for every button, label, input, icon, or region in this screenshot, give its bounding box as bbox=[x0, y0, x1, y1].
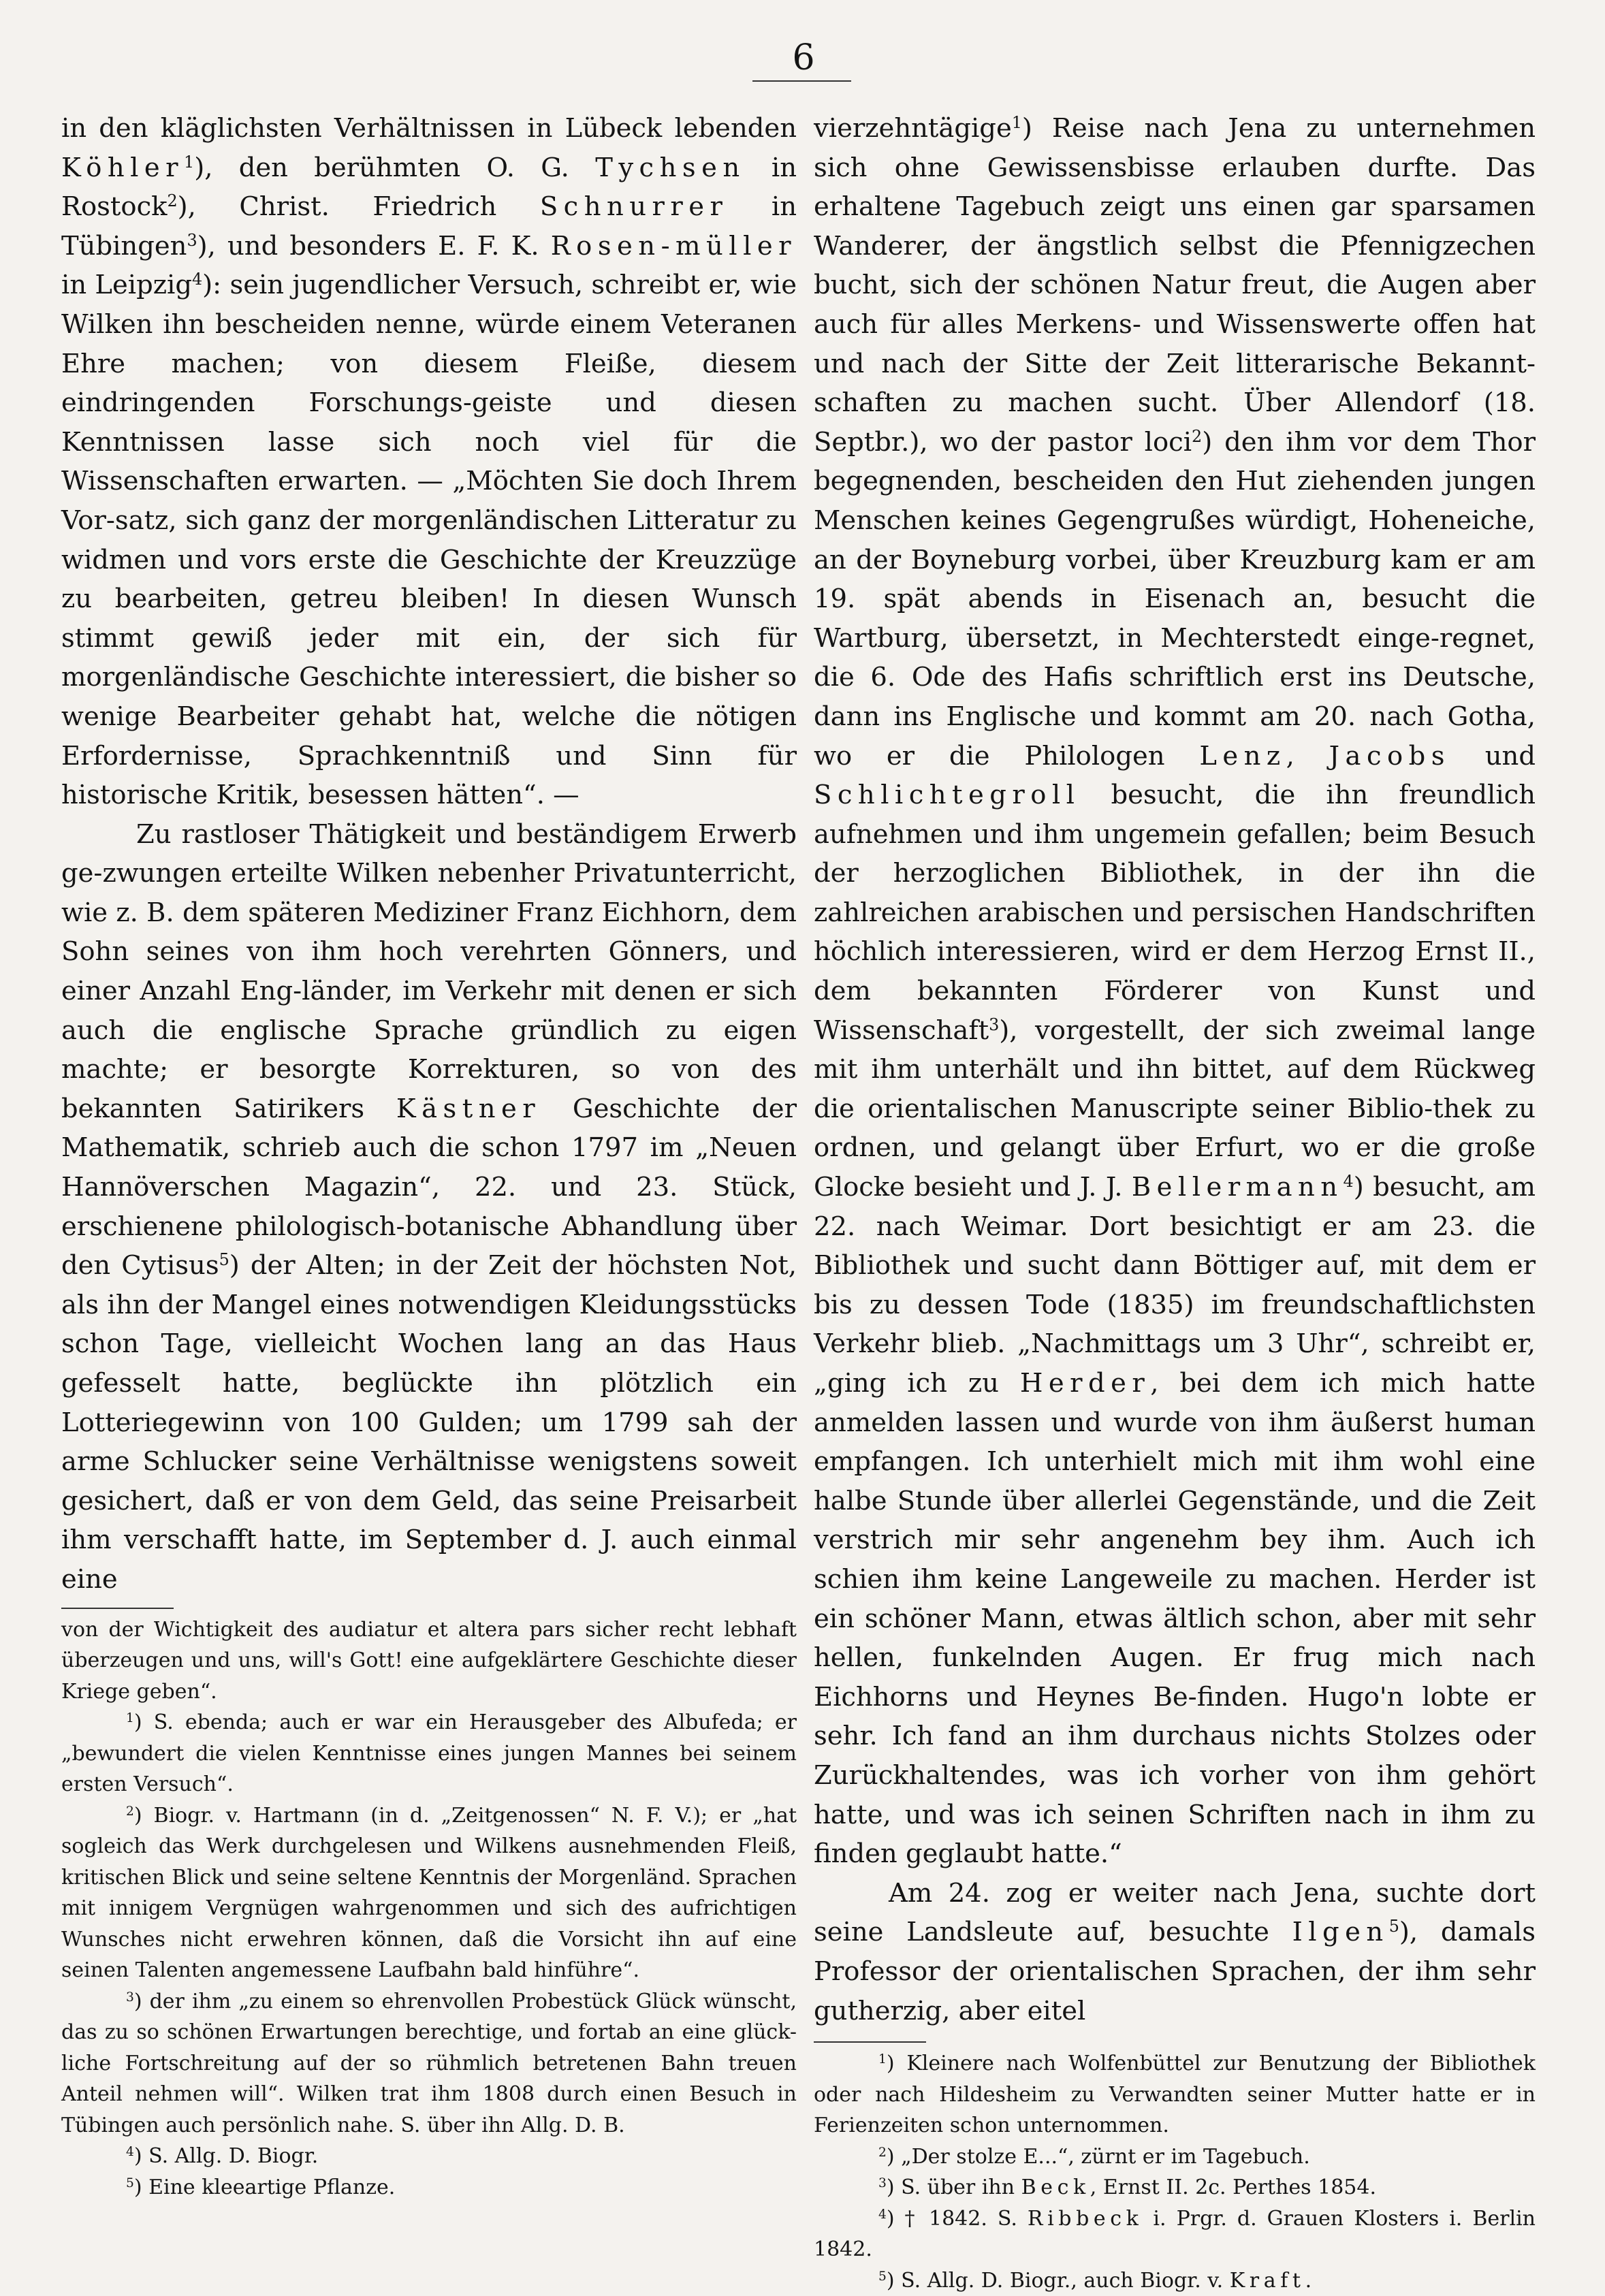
footnote-marker: 3 bbox=[989, 1015, 1000, 1034]
text-run: in den kläglichsten Verhältnissen in Lübeck lebenden bbox=[61, 113, 797, 144]
footnote bbox=[814, 2141, 1536, 2173]
text-run: in Leipzig bbox=[61, 270, 192, 301]
footnote-marker: 5 bbox=[878, 2269, 887, 2284]
text-run: Zu rastloser Thätigkeit und beständigem Erwerb ge-zwungen erteilte Wilken nebenher Privatunterricht, wie z. B. dem späteren Mediziner Franz Eichhorn, dem Sohn seines von ihm hoch verehrten Gönners, und einer Anzahl Eng-länder, im Verkehr mit denen er sich auch die englische Sprache gründlich zu eigen machte; er besorgte Korrekturen, so von des bekannten Satirikers bbox=[61, 818, 797, 1124]
text-run: ) S. über ihn bbox=[886, 2175, 1021, 2200]
text-run: ) Reise nach Jena zu unternehmen sich ohne Gewissensbisse erlauben durfte. Das erhaltene Tagebuch zeigt uns einen gar sparsamen Wanderer, der ängstlich selbst die Pfennigzechen bucht, sich der schönen Natur freut, die Augen aber auch für alles Merkens- und Wissenswerte offen hat und nach der Sitte der Zeit litterarische Bekannt-schaften zu machen sucht. Über Allendorf (18. Septbr.), wo der pastor loci bbox=[814, 113, 1536, 458]
footnote bbox=[814, 2172, 1536, 2203]
text-run: i. Prgr. d. Grauen Klosters i. Berlin 1842. bbox=[814, 2206, 1536, 2262]
paragraph bbox=[814, 1874, 1536, 2030]
left-column bbox=[61, 109, 797, 2203]
text-run: ), und besonders E. F. K. bbox=[197, 230, 551, 261]
text-run: , Ernst II. 2c. Perthes 1854. bbox=[1090, 2175, 1376, 2200]
spaced-name: Bellermann bbox=[1131, 1172, 1344, 1203]
footnote bbox=[61, 1707, 797, 1800]
text-run: ) besucht, am 22. nach Weimar. Dort besichtigt er am 23. die Bibliothek und sucht dann Böttiger auf, mit dem er bis zu dessen Tode (1835) im freundschaftlichsten Verkehr blieb. „Nachmittags um 3 Uhr“, schreibt er, „ging ich zu bbox=[814, 1172, 1536, 1399]
text-run: . bbox=[1305, 2268, 1312, 2293]
spaced-name: Herder bbox=[1019, 1368, 1151, 1399]
footnote-marker: 2 bbox=[878, 2145, 887, 2160]
footnote-marker: 5 bbox=[219, 1250, 229, 1270]
footnote bbox=[61, 2172, 797, 2203]
text-run: ) „Der stolze E...“, zürnt er im Tagebuch. bbox=[886, 2144, 1310, 2169]
text-run: vierzehntägige bbox=[814, 113, 1012, 144]
text-run: ): sein jugendlicher Versuch, schreibt er, wie Wilken ihn bescheiden nenne, würde einem Veteranen Ehre machen; von diesem Fleiße, diesem eindringenden Forschungs-geiste und diesen Kenntnissen lasse sich noch viel für die Wissenschaften erwarten. — „Möchten Sie doch Ihrem Vor-satz, sich ganz der morgenländischen Litteratur zu widmen und vors erste die Geschichte der Kreuzzüge zu bearbeiten, getreu bleiben! In diesen Wunsch stimmt gewiß jeder mit ein, der sich für morgenländische Geschichte interessiert, die bisher so wenige Bearbeiter gehabt hat, welche die nötigen Erfordernisse, Sprachkenntniß und Sinn für historische Kritik, besessen hätten“. — bbox=[61, 270, 797, 811]
text-run: , bbox=[1286, 740, 1329, 771]
paragraph bbox=[61, 815, 797, 1599]
text-run: Am 24. zog er weiter nach Jena, suchte dort seine Landsleute auf, besuchte bbox=[814, 1877, 1536, 1948]
text-run: ), vorgestellt, der sich zweimal lange mit ihm unterhält und ihn bittet, auf dem Rückweg die orientalischen Manuscripte seiner Biblio-thek zu ordnen, und gelangt über Erfurt, wo er die große Glocke besieht und J. J. bbox=[814, 1015, 1536, 1203]
page-number: 6 bbox=[792, 37, 815, 78]
spaced-name: Lenz bbox=[1199, 740, 1286, 771]
right-column bbox=[814, 109, 1536, 2296]
spaced-name: Kästner bbox=[396, 1093, 541, 1124]
text-run: ) den ihm vor dem Thor begegnenden, bescheiden den Hut ziehenden jungen Menschen keines Gegengrußes würdigt, Hoheneiche, an der Boyneburg vorbei, über Kreuzburg kam er am 19. spät abends in Eisenach an, besucht die Wartburg, übersetzt, in Mechterstedt einge-regnet, die 6. Ode des Hafis schriftlich erst ins Deutsche, dann ins Englische und kommt am 20. nach Gotha, wo er die Philologen bbox=[814, 426, 1536, 771]
right-main-text bbox=[814, 109, 1536, 2030]
text-run: in Tübingen bbox=[61, 191, 797, 261]
footnote bbox=[61, 1800, 797, 1986]
left-footnotes bbox=[61, 1614, 797, 2203]
spaced-name: Beck bbox=[1021, 2175, 1090, 2200]
spaced-name: Kraft bbox=[1229, 2268, 1305, 2293]
text-run: ) Kleinere nach Wolfenbüttel zur Benutzung der Bibliothek oder nach Hildesheim zu Verwandten seiner Mutter hatte er in Ferienzeiten schon unternommen. bbox=[814, 2052, 1536, 2138]
spaced-name: Ilgen bbox=[1292, 1917, 1389, 1948]
text-run: ) der Alten; in der Zeit der höchsten Not, als ihn der Mangel eines notwendigen Kleidungsstücks schon Tage, vielleicht Wochen lang an das Haus gefesselt hatte, beglückte ihn plötzlich ein Lotteriegewinn von 100 Gulden; um 1799 sah der arme Schlucker seine Verhältnisse wenigstens soweit gesichert, daß er von dem Geld, das seine Preisarbeit ihm verschafft hatte, im September d. J. auch einmal eine bbox=[61, 1250, 797, 1595]
footnote-marker: 1 bbox=[126, 1710, 134, 1725]
footnote bbox=[814, 2048, 1536, 2141]
spaced-name: Tychsen bbox=[595, 152, 746, 183]
right-footnotes bbox=[814, 2048, 1536, 2296]
text-run: , bei dem ich mich hatte anmelden lassen und wurde von ihm äußerst human empfangen. Ich unterhielt mich mit ihm wohl eine halbe Stunde über allerlei Gegenstände, und die Zeit verstrich mir sehr angenehm bey ihm. Auch ich schien ihm keine Langeweile zu machen. Herder ist ein schöner Mann, etwas ältlich schon, aber mit sehr hellen, funkelnden Augen. Er frug mich nach Eichhorns und Heynes Be-finden. Hugo'n lobte er sehr. Ich fand an ihm durchaus nichts Stolzes oder Zurückhaltendes, was ich vorher von ihm gehört hatte, und was ich seinen Schriften nach in ihm zu finden geglaubt hatte.“ bbox=[814, 1368, 1536, 1870]
text-run: ), Christ. Friedrich bbox=[177, 191, 540, 223]
left-footnote-rule bbox=[61, 1608, 174, 1609]
footnote-marker: 1 bbox=[878, 2052, 887, 2067]
text-run: in Rostock bbox=[61, 152, 797, 223]
footnote-marker: 4 bbox=[191, 270, 203, 289]
footnote-marker: 3 bbox=[126, 1990, 134, 2005]
text-run: ) S. Allg. D. Biogr. bbox=[133, 2144, 319, 2169]
footnote bbox=[61, 1986, 797, 2141]
text-run: von der Wichtigkeit des audiatur et altera pars sicher recht lebhaft überzeugen und uns, will's Gott! eine aufgeklärtere Geschichte dieser Kriege geben“. bbox=[61, 1617, 797, 1704]
footnote-marker: 3 bbox=[187, 230, 197, 250]
right-footnote-rule bbox=[814, 2041, 926, 2043]
spaced-name: Schlichtegroll bbox=[814, 780, 1081, 811]
spaced-name: Jacobs bbox=[1329, 740, 1450, 771]
spaced-name: Köhler bbox=[61, 152, 185, 183]
text-run: ) † 1842. S. bbox=[886, 2206, 1028, 2231]
text-run: ) Biogr. v. Hartmann (in d. „Zeitgenossen“ N. F. V.); er „hat sogleich das Werk durchgelesen und Wilkens ausnehmenden Fleiß, kritischen Blick und seine seltene Kenntnis der Morgenländ. Sprachen mit innigem Vergnügen wahrgenommen und sich des aufrichtigen Wunsches nicht erwehren können, daß die Vorsicht ihn auf eine seinen Talenten angemessene Laufbahn bald hinführe“. bbox=[61, 1803, 797, 1983]
footnote-marker: 4 bbox=[878, 2207, 887, 2222]
text-run: ), damals Professor der orientalischen Sprachen, der ihm sehr gutherzig, aber eitel bbox=[814, 1917, 1536, 2026]
text-run: und bbox=[1450, 740, 1536, 771]
paragraph bbox=[61, 109, 797, 815]
footnote-marker: 5 bbox=[1388, 1917, 1399, 1936]
spaced-name: Rosen-müller bbox=[550, 230, 797, 261]
footnote-marker: 1 bbox=[1011, 112, 1022, 132]
footnote-marker: 4 bbox=[1343, 1171, 1354, 1191]
text-run: Geschichte der Mathematik, schrieb auch die schon 1797 im „Neuen Hannöverschen Magazin“, 22. und 23. Stück, erschienene philologisch-botanische Abhandlung über den Cytisus bbox=[61, 1093, 797, 1281]
footnote bbox=[814, 2203, 1536, 2265]
footnote-marker: 1 bbox=[184, 152, 195, 172]
footnote-marker: 5 bbox=[126, 2175, 134, 2190]
footnote bbox=[61, 2141, 797, 2172]
text-run: besucht, die ihn freundlich aufnehmen und ihm ungemein gefallen; beim Besuch der herzoglichen Bibliothek, in der ihn die zahlreichen arabischen und persischen Handschriften höchlich interessieren, wird er dem Herzog Ernst II., dem bekannten Förderer von Kunst und Wissenschaft bbox=[814, 780, 1536, 1046]
text-run: ) S. ebenda; auch er war ein Herausgeber des Albufeda; er „bewundert die vielen Kenntnisse eines jungen Mannes bei seinem ersten Versuch“. bbox=[61, 1710, 797, 1797]
footnote-marker: 2 bbox=[126, 1804, 134, 1819]
spaced-name: Schnurrer bbox=[539, 191, 729, 223]
spaced-name: Ribbeck bbox=[1027, 2206, 1143, 2231]
text-run: ) Eine kleeartige Pflanze. bbox=[133, 2175, 396, 2199]
text-run: ) S. Allg. D. Biogr., auch Biogr. v. bbox=[886, 2268, 1230, 2293]
text-run: ) der ihm „zu einem so ehrenvollen Probestück Glück wünscht, das zu so schönen Erwartungen berechtige, und fortab an eine glück-liche Fortschreitung auf der so rühmlich betretenen Bahn treuen Anteil nehmen will“. Wilken trat ihm 1808 durch einen Besuch in Tübingen auch persönlich nahe. S. über ihn Allg. D. B. bbox=[61, 1989, 797, 2137]
header-rule bbox=[752, 80, 851, 82]
text-run: ), den berühmten O. G. bbox=[194, 152, 596, 183]
footnote-marker: 2 bbox=[1192, 426, 1203, 446]
footnote-marker: 4 bbox=[126, 2144, 134, 2159]
footnote-marker: 2 bbox=[167, 191, 178, 211]
left-main-text bbox=[61, 109, 797, 1599]
paragraph bbox=[814, 109, 1536, 1874]
footnote bbox=[61, 1614, 797, 1708]
footnote bbox=[814, 2265, 1536, 2296]
footnote-marker: 3 bbox=[878, 2175, 887, 2190]
